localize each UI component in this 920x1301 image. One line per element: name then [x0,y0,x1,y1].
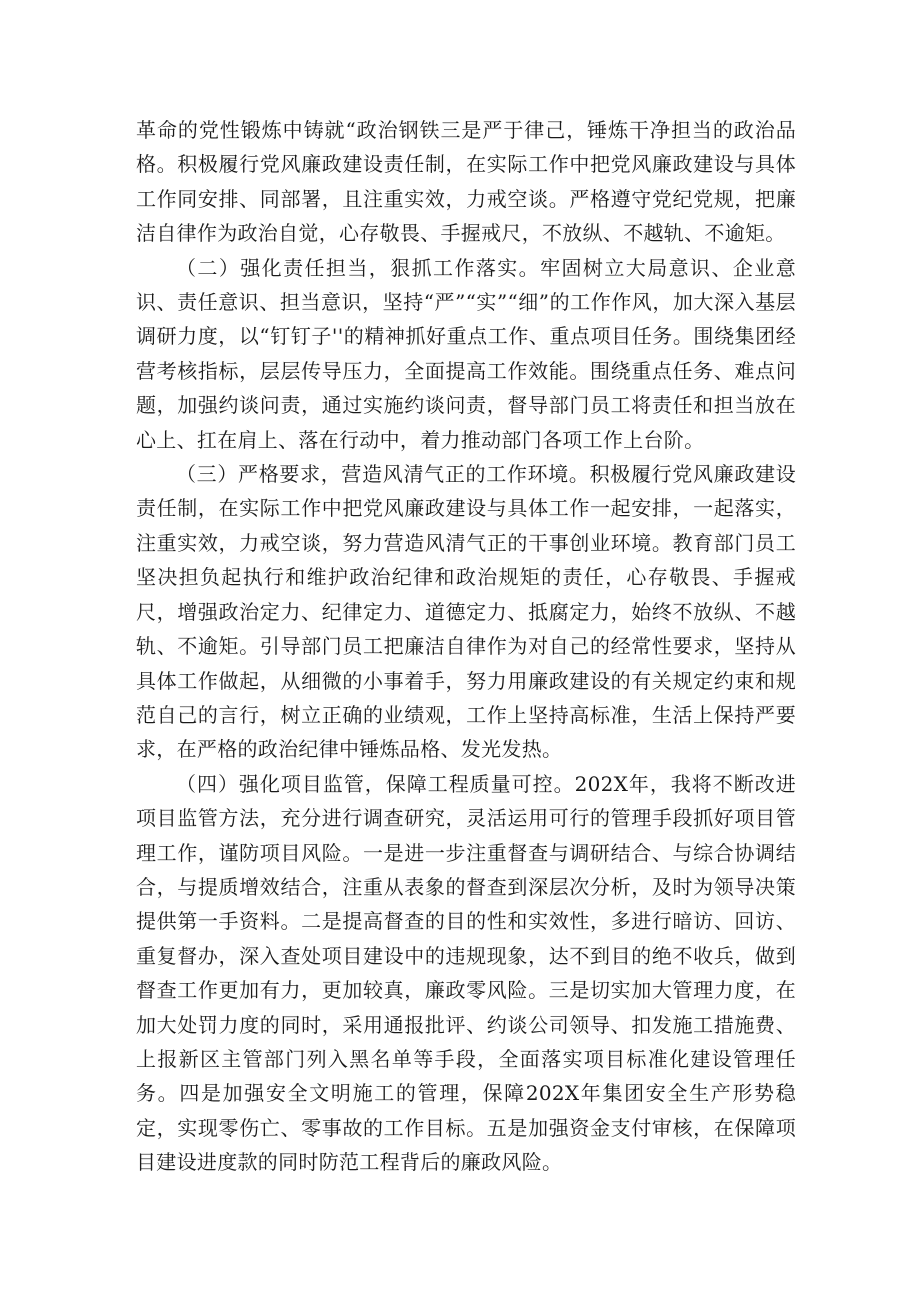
paragraph-section-3: （三）严格要求，营造风清气正的工作环境。积极履行党风廉政建设责任制，在实际工作中把党风廉政建设与具体工作一起安排，一起落实，注重实效，力戒空谈，努力营造风清气正的干事创业环境。教育部门员工坚决担负起执行和维护政治纪律和政治规矩的责任，心存敬畏、手握戒尺，增强政治定力、纪律定力、道德定力、抵腐定力，始终不放纵、不越轨、不逾矩。引导部门员工把廉洁自律作为对自己的经常性要求，坚持从具体工作做起，从细微的小事着手，努力用廉政建设的有关规定约束和规范自己的言行，树立正确的业绩观，工作上坚持高标准，生活上保持严要求，在严格的政治纪律中锤炼品格、发光发热。 [136,462,796,762]
document-body [136,113,796,1180]
paragraph-continuation: 革命的党性锻炼中铸就“政治钢铁三是严于律己，锤炼干净担当的政治品格。积极履行党风廉政建设责任制，在实际工作中把党风廉政建设与具体工作同安排、同部署，且注重实效，力戒空谈。严格遵守党纪党规，把廉洁自律作为政治自觉，心存敬畏、手握戒尺，不放纵、不越轨、不逾矩。 [136,118,796,246]
paragraph-section-4: （四）强化项目监管，保障工程质量可控。202X年，我将不断改进项目监管方法，充分进行调查研究，灵活运用可行的管理手段抓好项目管理工作，谨防项目风险。一是进一步注重督查与调研结合、与综合协调结合，与提质增效结合，注重从表象的督查到深层次分析，及时为领导决策提供第一手资料。二是提高督查的目的性和实效性，多进行暗访、回访、重复督办，深入查处项目建设中的违规现象，达不到目的绝不收兵，做到督查工作更加有力，更加较真，廉政零风险。三是切实加大管理力度，在加大处罚力度的同时，采用通报批评、约谈公司领导、扣发施工措施费、上报新区主管部门列入黑名单等手段，全面落实项目标准化建设管理任务。四是加强安全文明施工的管理，保障202X年集团安全生产形势稳定，实现零伤亡、零事故的工作目标。五是加强资金支付审核，在保障项目建设进度款的同时防范工程背后的廉政风险。 [136,771,796,1175]
paragraph-section-2: （二）强化责任担当，狠抓工作落实。牢固树立大局意识、企业意识、责任意识、担当意识，坚持“严”“实”“细”的工作作风，加大深入基层调研力度，以“钉钉子''的精神抓好重点工作、重点项目任务。围绕集团经营考核指标，层层传导压力，全面提高工作效能。围绕重点任务、难点问题，加强约谈问责，通过实施约谈问责，督导部门员工将责任和担当放在心上、扛在肩上、落在行动中，着力推动部门各项工作上台阶。 [136,255,796,452]
